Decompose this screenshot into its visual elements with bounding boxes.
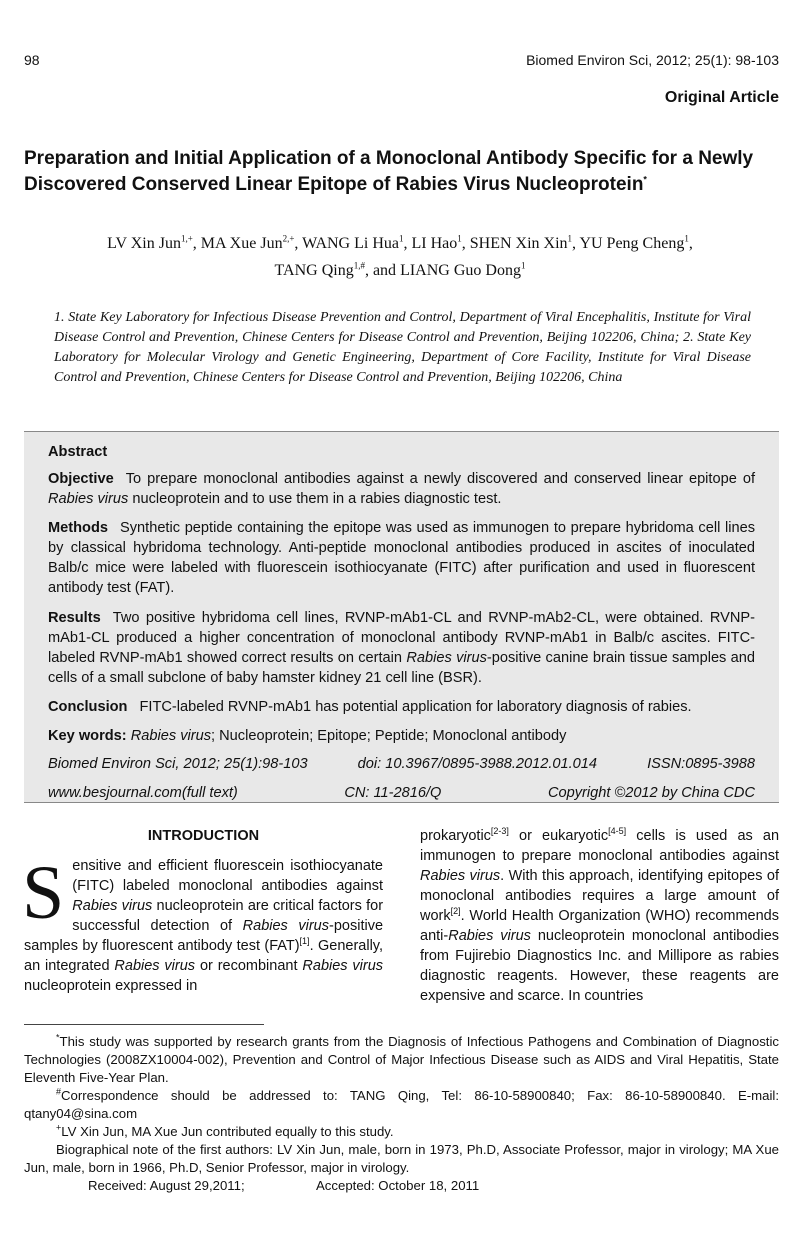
footnote-biography: Biographical note of the first authors: LV Xin Jun, male, born in 1973, Ph.D, Associate Professor, major in virology; MA Xue Jun, male, born in 1966, Ph.D, Senior Professor, major in virology. [24, 1142, 779, 1175]
drop-cap: S [22, 851, 65, 935]
footnote-mark: * [56, 1032, 60, 1043]
results-text-end: -positive canine brain tissue samples and cells of a small subclone of baby hamster kidney 21 cell line (BSR). [48, 650, 756, 686]
received-date: Received: August 29,2011; [88, 1178, 245, 1193]
objective-text-end: nucleoprotein and to use them in a rabies diagnostic test. [132, 491, 502, 507]
author-affil-mark: 1 [520, 260, 526, 271]
author-affil-mark: 1,+ [180, 233, 193, 244]
footnote-dates [24, 1177, 779, 1195]
intro-text: . Generally, an integrated [24, 938, 383, 974]
introduction-heading: INTRODUCTION [147, 828, 260, 844]
left-column [24, 826, 383, 996]
author: TANG Qing [274, 262, 354, 279]
author: LIANG Guo Dong [400, 262, 521, 279]
cn-number: CN: 11-2816/Q [344, 785, 442, 801]
intro-text: nucleoprotein are critical factors for successful detection of [72, 898, 384, 934]
author-affil-mark: 1 [398, 233, 404, 244]
intro-text: . With this approach, identifying epitopes of monoclonal antibodies requires a large amount of work [420, 868, 779, 924]
citation-ref: [1] [299, 936, 310, 947]
abstract-box [24, 431, 779, 803]
intro-text: nucleoprotein expressed in [24, 978, 198, 994]
keywords-italic: Rabies virus [130, 728, 212, 744]
footnote-rule [24, 1024, 264, 1025]
intro-text: . World Health Organization (WHO) recommends anti- [420, 908, 779, 944]
author-affil-mark: 1,# [353, 260, 365, 271]
abstract-citation-row [48, 754, 755, 774]
citation: Biomed Environ Sci, 2012; 25(1):98-103 [48, 756, 308, 772]
intro-text: nucleoprotein monoclonal antibodies from Fujirebio Diagnostics Inc. and Millipore as rabies diagnostic reagents. However, these reagents are expensive and scarce. In countries [420, 928, 780, 1004]
abstract-objective [48, 469, 755, 509]
citation-ref: [2] [450, 906, 461, 917]
author-conjunction: and [372, 262, 397, 279]
issn: ISSN:0895-3988 [647, 756, 755, 772]
intro-italic: Rabies virus [420, 868, 501, 884]
abstract-methods [48, 518, 755, 598]
article-type: Original Article [664, 89, 779, 106]
footnote-mark: + [56, 1122, 62, 1133]
doi: doi: 10.3967/0895-3988.2012.01.014 [357, 756, 598, 772]
author-affil-mark: 2,+ [282, 233, 295, 244]
citation-ref: [2-3] [490, 826, 509, 837]
intro-italic: Rabies virus [302, 958, 384, 974]
footnote-correspondence [24, 1087, 779, 1123]
intro-italic: Rabies virus [448, 928, 531, 944]
article-title [24, 146, 784, 198]
citation-ref: [4-5] [608, 826, 627, 837]
journal-website-link[interactable]: www.besjournal.com(full text) [48, 785, 238, 801]
objective-text: To prepare monoclonal antibodies against a newly discovered and conserved linear epitope of [125, 471, 755, 487]
intro-text: -positive samples by fluorescent antibody test (FAT) [24, 918, 384, 954]
footnotes [24, 1033, 779, 1195]
abstract-web-row [48, 783, 755, 803]
journal-reference: Biomed Environ Sci, 2012; 25(1): 98-103 [526, 52, 779, 68]
author-affil-mark: 1 [457, 233, 462, 244]
abstract-heading: Abstract [48, 444, 108, 460]
author: YU Peng Cheng [579, 235, 685, 252]
conclusion-label: Conclusion [48, 699, 128, 715]
objective-label: Objective [48, 471, 114, 487]
abstract-keywords [48, 726, 755, 746]
footnote-text: This study was supported by research grants from the Diagnosis of Infectious Pathogens and Combination of Diagnostic Technologies (2008ZX10004-002), Prevention and Control of Major Infectious Disease such as AIDS and Viral Hepatitis, State Eleventh Five-Year Plan. [24, 1034, 779, 1085]
footnote-text: Correspondence should be addressed to: TANG Qing, Tel: 86-10-58900840; Fax: 86-10-58900840. E-mail: qtany04@sina.com [24, 1088, 779, 1121]
intro-text: or recombinant [199, 958, 298, 974]
author: WANG Li Hua [302, 235, 399, 252]
copyright: Copyright ©2012 by China CDC [547, 785, 755, 801]
intro-text: or eukaryotic [519, 828, 609, 844]
footnote-text: LV Xin Jun, MA Xue Jun contributed equally to this study. [61, 1124, 394, 1139]
objective-italic: Rabies virus [48, 491, 129, 507]
author-list: LV Xin Jun$^{1,+}$, MA Xue Jun$^{2,+}$, WANG Li Hua$^1$, LI Hao$^1$, SHEN Xin Xin$^1$, YU Peng Cheng$^1$, TANG Qing$^{1,\#}$, and LIANG Guo Dong$^1$ [107, 233, 693, 279]
right-column [420, 826, 779, 1006]
author-affil-mark: 1 [684, 233, 689, 244]
author: SHEN Xin Xin [469, 235, 568, 252]
page-number: 98 [24, 52, 40, 68]
intro-text: ensitive and efficient fluorescein isothiocyanate (FITC) labeled monoclonal antibodies against [72, 858, 383, 894]
accepted-date: Accepted: October 18, 2011 [316, 1178, 480, 1193]
methods-label: Methods [48, 520, 108, 536]
results-label: Results [48, 610, 101, 626]
keywords-label: Key words: [48, 728, 127, 744]
author: LV Xin Jun [107, 235, 181, 252]
methods-text: Synthetic peptide containing the epitope was used as immunogen to prepare hybridoma cell lines by classical hybridoma technology. Anti-peptide monoclonal antibodies produced in ascites of inoculated Balb/c mice were labeled with fluorescein isothiocyanate (FITC) after purification and used in fluorescent antibody test (FAT). [48, 520, 755, 596]
author: LI Hao [411, 235, 458, 252]
author-affil-mark: 1 [567, 233, 573, 244]
intro-italic: Rabies virus [242, 918, 330, 934]
keywords-text: ; Nucleoprotein; Epitope; Peptide; Monoclonal antibody [211, 728, 567, 744]
author: MA Xue Jun [200, 235, 283, 252]
results-italic: Rabies virus [406, 650, 487, 666]
introduction-section [0, 826, 803, 1016]
conclusion-text: FITC-labeled RVNP-mAb1 has potential application for laboratory diagnosis of rabies. [139, 699, 692, 715]
abstract-results [48, 608, 755, 688]
title-footnote-mark: * [643, 174, 647, 185]
footnote-funding [24, 1033, 779, 1087]
intro-text: cells is used as an immunogen to prepare monoclonal antibodies against [420, 828, 780, 864]
results-text: Two positive hybridoma cell lines, RVNP-mAb1-CL and RVNP-mAb2-CL, were obtained. RVNP-mAb1-CL produced a higher concentration of monoclonal antibody RVNP-mAb1 in Balb/c ascites. FITC-labeled RVNP-mAb1 showed correct results on certain [48, 610, 755, 666]
affiliations: 1. State Key Laboratory for Infectious Disease Prevention and Control, Department of Viral Encephalitis, Institute for Viral Disease Control and Prevention, Chinese Centers for Disease Control and Prevention, Beijing 102206, China; 2. State Key Laboratory for Molecular Virology and Genetic Engineering, Department of Core Facility, Institute for Viral Disease Control and Prevention, Chinese Centers for Disease Control and Prevention, Beijing 102206, China [54, 310, 751, 385]
footnote-equal-contribution [24, 1123, 779, 1141]
intro-text: prokaryotic [420, 828, 491, 844]
title-text: Preparation and Initial Application of a Monoclonal Antibody Specific for a Newly Discovered Conserved Linear Epitope of Rabies Virus Nucleoprotein [24, 148, 754, 195]
footnote-mark: # [56, 1086, 62, 1097]
intro-italic: Rabies virus [72, 898, 153, 914]
intro-italic: Rabies virus [114, 958, 196, 974]
abstract-conclusion [48, 697, 755, 717]
